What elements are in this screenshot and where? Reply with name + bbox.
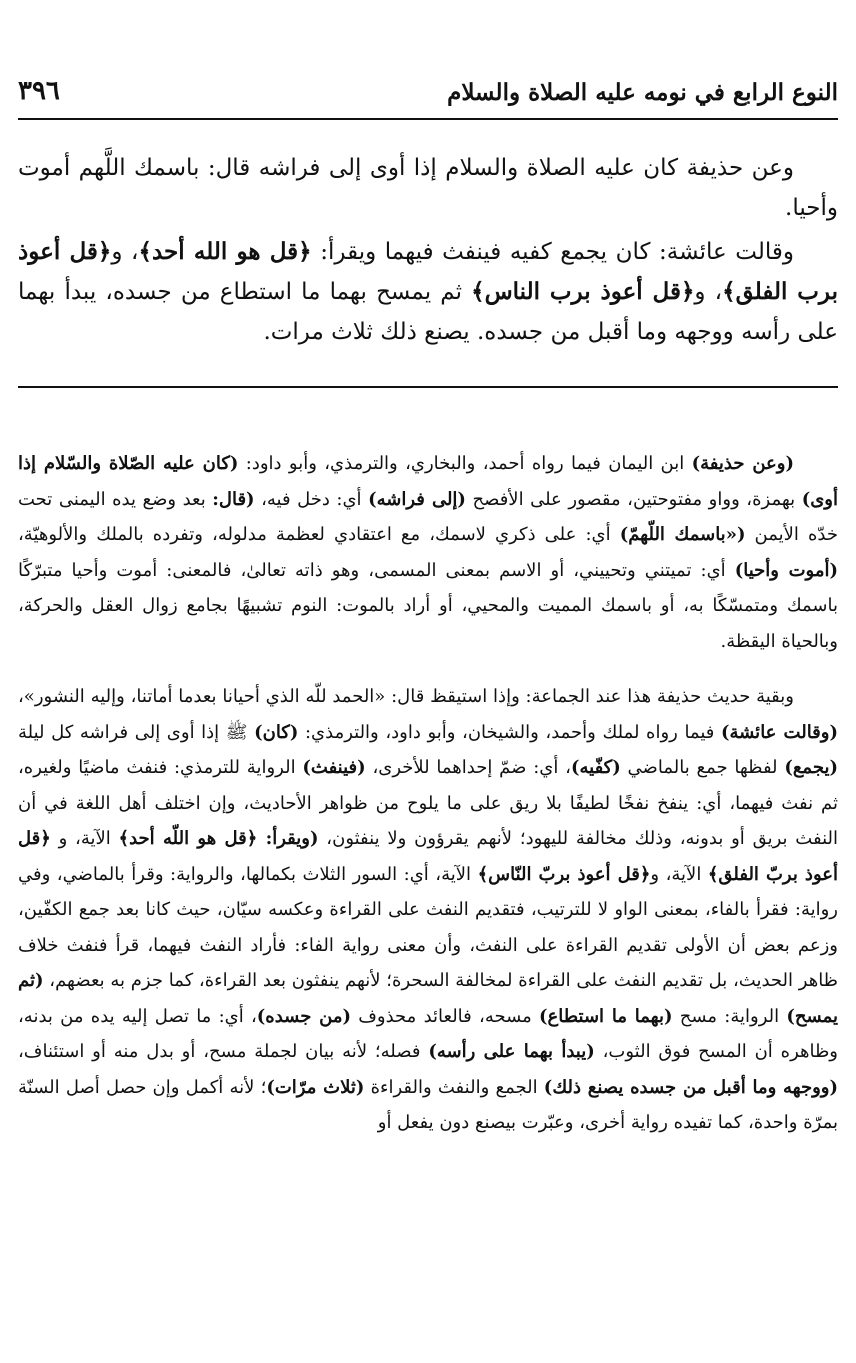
commentary-lemma: (يجمع) xyxy=(784,757,838,778)
commentary-lemma: (يبدأ بهما على رأسه) xyxy=(428,1041,595,1062)
main-text-segment: ، و xyxy=(694,279,723,305)
commentary-segment: ابن اليمان فيما رواه أحمد، والبخاري، والترمذي، وأبو داود: xyxy=(238,453,692,474)
page-header xyxy=(18,66,838,114)
commentary-segment: وبقية حديث حذيفة هذا عند الجماعة: وإذا استيقظ قال: «الحمد للّه الذي أحيانا بعدما أماتنا، وإليه النشور»، xyxy=(18,686,794,707)
quran-quote-falaq: ﴿قل أعوذ برب الفلق﴾ xyxy=(18,238,838,305)
commentary-segment: فصله؛ لأنه بيان لجملة مسح، أو بدل منه أو استئناف، xyxy=(18,1041,429,1062)
quran-quote-nas: ﴿قل أعوذ برب الناس﴾ xyxy=(471,278,695,305)
commentary-divider xyxy=(18,386,838,388)
commentary-segment: أي: دخل فيه، xyxy=(254,488,369,510)
commentary-segment: أي: تميتني وتحييني، أو الاسم بمعنى المسمى، وهو ذاته تعالىٰ، فالمعنى: أموت وأحيا متبرّكًا باسمك ومتمسّكًا به، أو باسمك المميت والمحيي، أو أراد بالموت: النوم تشبيهًا بجامع زوال العقل والحركة، وبالحياة اليقظة. xyxy=(18,559,838,652)
commentary-lemma: (كان) xyxy=(254,721,299,743)
commentary-segment: الآية، أي: السور الثلاث بكمالها، والرواية: وقرأ بالماضي، وفي رواية: فقرأ بالفاء، بمعنى الواو لا للترتيب، فتقديم النفث على القراءة وعكسه سيّان، حيث كانا بعد جمع الكفّين، وزعم بعض أن الأولى تقديم القراءة على النفث، وأن معنى رواية الفاء: فأراد النفث فيهما، قرأ فنفث خلاف ظاهر الحديث، بل تقديم النفث على القراءة لمخالفة السحرة؛ لأنهم ينفثون بعد القراءة، كما جزم به بعضهم، xyxy=(18,863,838,991)
book-page xyxy=(18,0,838,1363)
commentary xyxy=(18,446,838,1141)
commentary-segment: الرواية: مسح xyxy=(672,1005,787,1027)
commentary-segment: الآية، و xyxy=(650,863,708,885)
commentary-lemma: (بهما ما استطاع) xyxy=(539,1005,673,1027)
header-rule xyxy=(18,118,838,120)
commentary-lemma: (ثلاث مرّات) xyxy=(266,1076,365,1098)
page-number: ٣٩٦ xyxy=(18,76,60,106)
commentary-segment: بعد وضع يده اليمنى تحت خدّه الأيمن xyxy=(18,488,838,545)
commentary-segment: أي: على ذكري لاسمك، مع اعتقادي لعظمة مدلوله، وتفرده بالملك والألوهيّة، xyxy=(18,524,620,545)
commentary-segment: ، أي: ما تصل إليه يده من بدنه، وظاهره أن المسح فوق الثوب، xyxy=(18,1005,838,1062)
commentary-lemma: (ويقرأ: ﴿قل هو اللّه أحد﴾ xyxy=(118,828,319,849)
main-text-segment: وقالت عائشة: كان يجمع كفيه فينفث فيهما ويقرأ: xyxy=(311,239,794,265)
commentary-lemma: (وعن حذيفة) xyxy=(691,453,794,474)
commentary-lemma: (قال: xyxy=(212,488,255,510)
commentary-lemma: (كان عليه الصّلاة والسّلام إذا أوى) xyxy=(18,453,838,510)
commentary-lemma: ﴿قل أعوذ بربّ الفلق﴾ xyxy=(18,828,838,885)
commentary-segment: فيما رواه لملك وأحمد، والشيخان، وأبو داود، والترمذي: xyxy=(298,721,721,743)
commentary-segment: الآية، و xyxy=(50,828,119,849)
commentary-lemma: (فينفث) xyxy=(302,757,366,778)
commentary-lemma: (كفّيه) xyxy=(570,757,621,778)
main-text-paragraph-1: وعن حذيفة كان عليه الصلاة والسلام إذا أوى إلى فراشه قال: باسمك اللَّهم أموت وأحيا. xyxy=(18,155,838,221)
running-title: النوع الرابع في نومه عليه الصلاة والسلام xyxy=(447,79,838,106)
main-text xyxy=(18,148,838,352)
commentary-segment: مسحه، فالعائد محذوف xyxy=(351,1005,540,1027)
commentary-segment: الجمع والنفث والقراءة xyxy=(364,1076,544,1098)
commentary-paragraph-2 xyxy=(18,679,838,1141)
commentary-lemma: («باسمك اللّهمّ) xyxy=(619,524,746,545)
commentary-lemma: ﴿قل أعوذ بربّ النّاس﴾ xyxy=(477,863,651,885)
commentary-lemma: (إلى فراشه) xyxy=(368,488,466,510)
main-text-paragraph-2 xyxy=(18,232,838,352)
commentary-paragraph-1 xyxy=(18,446,838,659)
commentary-lemma: (ووجهه وما أقبل من جسده يصنع ذلك) xyxy=(543,1076,839,1098)
commentary-lemma: (من جسده) xyxy=(256,1005,352,1027)
commentary-segment: بهمزة، وواو مفتوحتين، مقصور على الأفصح xyxy=(465,488,802,510)
commentary-segment: ، أي: ضمّ إحداهما للأخرى، xyxy=(365,757,571,778)
commentary-segment: ﷺ إذا أوى إلى فراشه كل ليلة xyxy=(18,721,255,743)
commentary-lemma: (أموت وأحيا) xyxy=(734,559,838,581)
commentary-lemma: (وقالت عائشة) xyxy=(720,721,838,743)
main-text-segment: ثم يمسح بهما ما استطاع من جسده، يبدأ بهما على رأسه ووجهه وما أقبل من جسده. يصنع ذلك ثلاث مرات. xyxy=(18,279,838,345)
main-text-segment: ، و xyxy=(111,239,139,265)
commentary-segment: ؛ لأنه أكمل وإن حصل أصل السنّة بمرّة واحدة، كما تفيده رواية أخرى، وعبّرت بيصنع دون يفعل أو xyxy=(18,1076,838,1133)
commentary-segment: لفظها جمع بالماضي xyxy=(620,757,785,778)
commentary-segment: الرواية للترمذي: فنفث ماضيًا ولغيره، ثم نفث فيهما، أي: ينفخ نفخًا لطيفًا بلا ريق على ما يلوح من ظواهر الأحاديث، وإن اختلف أهل اللغة في أن النفث بريق أو بدونه، وذلك مخالفة لليهود؛ لأنهم يقرؤون ولا ينفثون، xyxy=(18,757,839,849)
commentary-lemma: (ثم يمسح) xyxy=(18,970,838,1027)
quran-quote-ikhlas: ﴿قل هو الله أحد﴾ xyxy=(138,238,312,265)
